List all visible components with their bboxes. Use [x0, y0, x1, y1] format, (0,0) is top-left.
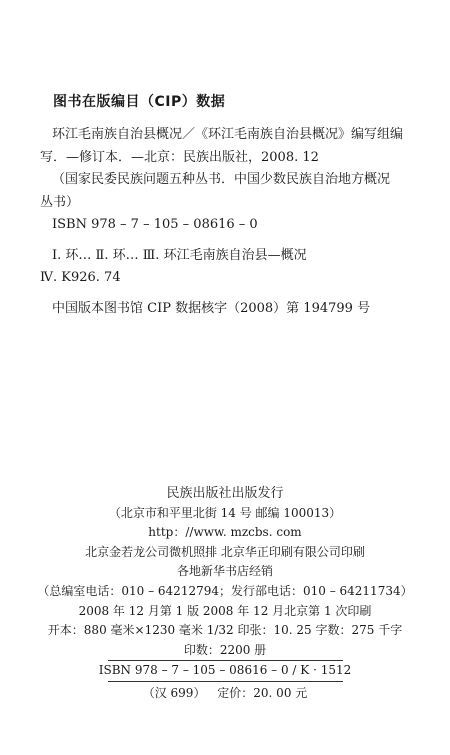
url-line: http：//www. mzcbs. com — [148, 525, 302, 540]
cip-line-series: （国家民委民族问题五种丛书．中国少数民族自治地方概况 — [52, 172, 391, 187]
typeset-print-line: 北京金若龙公司微机照排 北京华正印刷有限公司印刷 — [85, 544, 365, 559]
code-label: （汉 699） — [142, 685, 206, 700]
print-run-line: 印数：2200 册 — [183, 642, 267, 657]
phones-line: （总编室电话：010 – 64212794；发行部电话：010 – 64211734） — [37, 583, 413, 598]
cip-line-subjects: Ⅰ. 环… Ⅱ. 环… Ⅲ. 环江毛南族自治县—概况 — [52, 247, 307, 263]
cip-line-isbn: ISBN 978 – 7 – 105 – 08616 – 0 — [52, 217, 258, 232]
price-row — [0, 682, 450, 702]
address-line: （北京市和平里北街 14 号 邮编 100013） — [108, 505, 342, 520]
cip-line-classification: Ⅳ. K926. 74 — [40, 270, 121, 285]
isbn-line: ISBN 978 – 7 – 105 – 08616 – 0 / K · 1512 — [98, 663, 352, 678]
distribution-line: 各地新华书店经销 — [176, 564, 273, 579]
publisher-line: 民族出版社出版发行 — [166, 486, 284, 501]
edition-line: 2008 年 12 月第 1 版 2008 年 12 月北京第 1 次印刷 — [78, 603, 372, 618]
colophon — [0, 484, 450, 702]
cip-heading: 图书在版编目（CIP）数据 — [53, 94, 226, 110]
cip-line-series-cont: 丛书） — [40, 194, 80, 210]
price-label: 定价：20. 00 元 — [217, 685, 308, 700]
format-line: 开本：880 毫米×1230 毫米 1/32 印张：10. 25 字数：275 千字 — [47, 623, 403, 638]
cip-line-edition-imprint: 写．—修订本．—北京：民族出版社，2008. 12 — [40, 149, 319, 165]
cip-line-record-number: 中国版本图书馆 CIP 数据核字（2008）第 194799 号 — [52, 300, 371, 316]
cip-record — [40, 124, 420, 320]
cip-line-title-author: 环江毛南族自治县概况／《环江毛南族自治县概况》编写组编 — [52, 127, 404, 142]
